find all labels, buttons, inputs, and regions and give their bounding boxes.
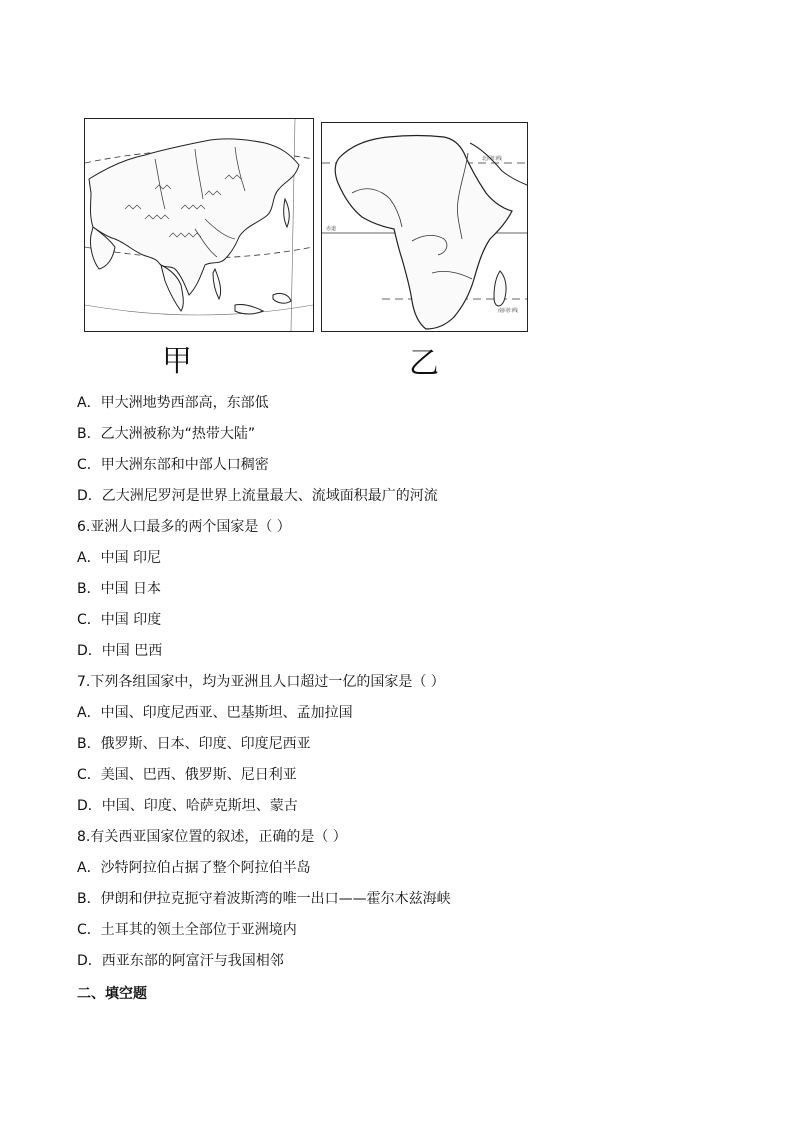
option-line: A．中国、印度尼西亚、巴基斯坦、孟加拉国 [77,705,353,721]
map-caption-yi: 乙 [409,346,439,381]
option-line: B．俄罗斯、日本、印度、印度尼西亚 [77,736,311,752]
africa-map-drawing [322,123,527,331]
asia-map-drawing [85,119,313,331]
asia-map [84,118,314,332]
africa-map [321,122,528,332]
option-line: A．中国 印尼 [77,550,162,566]
option-line: D．中国 巴西 [77,643,163,659]
option-line: C．中国 印度 [77,612,162,628]
option-line: D．乙大洲尼罗河是世界上流量最大、流域面积最广的河流 [77,488,438,504]
option-line: A．沙特阿拉伯占据了整个阿拉伯半岛 [77,860,311,876]
map-caption-jia: 甲 [162,344,192,379]
option-line: A．甲大洲地势西部高，东部低 [77,395,269,411]
option-line: C．甲大洲东部和中部人口稠密 [77,457,269,473]
question-stem: 6.亚洲人口最多的两个国家是（ ） [77,519,291,535]
question-stem: 8.有关西亚国家位置的叙述，正确的是（ ） [77,829,347,845]
section-title: 二、填空题 [77,986,147,1002]
option-line: C．土耳其的领土全部位于亚洲境内 [77,922,297,938]
option-line: D．中国、印度、哈萨克斯坦、蒙古 [77,798,298,814]
maps-area [0,0,794,380]
tropic-south-label: 南回归线 [498,308,519,314]
option-line: B．乙大洲被称为“热带大陆” [77,426,256,442]
tropic-north-label: 北回归线 [482,156,503,162]
option-line: D．西亚东部的阿富汗与我国相邻 [77,953,284,969]
equator-label: 赤道 [326,226,337,232]
question-stem: 7.下列各组国家中，均为亚洲且人口超过一亿的国家是（ ） [77,674,445,690]
option-line: B．伊朗和伊拉克扼守着波斯湾的唯一出口——霍尔木兹海峡 [77,891,451,907]
option-line: C．美国、巴西、俄罗斯、尼日利亚 [77,767,297,783]
option-line: B．中国 日本 [77,581,162,597]
